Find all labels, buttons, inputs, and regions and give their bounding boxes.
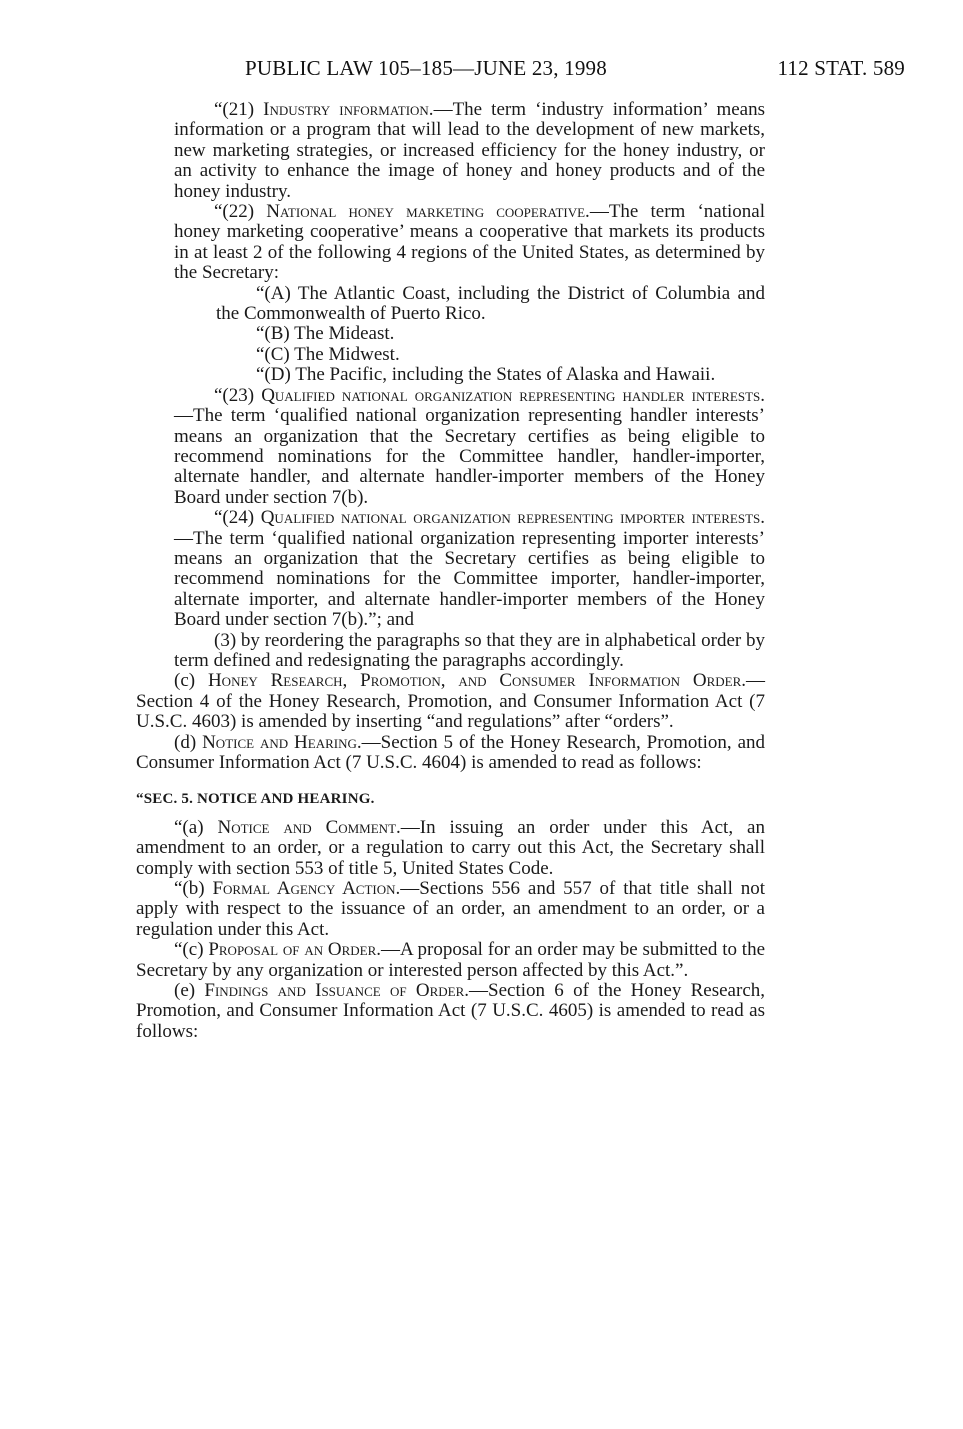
- subsection-d: (d) Notice and Hearing.—Section 5 of the Honey Research, Promotion, and Consumer Information Act (7 U.S.C. 4604) is amended to read as follows:: [136, 731, 766, 773]
- definition-21: “(21) Industry information.—The term ‘industry information’ means information or a program that will lead to the development of new markets, new marketing strategies, or increased efficiency for the honey industry, or an activity to enhance the image of honey and honey products and of the honey industry.: [174, 99, 765, 202]
- region-d: “(D) The Pacific, including the States of Alaska and Hawaii.: [256, 364, 716, 386]
- page-number: 112 STAT. 589: [777, 56, 905, 80]
- definition-22: “(22) National honey marketing cooperative.—The term ‘national honey marketing cooperative’ means a cooperative that markets its products in at least 2 of the following 4 regions of the United States, as determined by the Secretary:: [174, 201, 765, 284]
- region-a: “(A) The Atlantic Coast, including the District of Columbia and the Commonwealth of Puerto Rico.: [216, 282, 765, 325]
- section-5-a: “(a) Notice and Comment.—In issuing an order under this Act, an amendment to an order, or a regulation to carry out this Act, the Secretary shall comply with section 553 of title 5, United States Code.: [136, 816, 765, 879]
- section-5-c: “(c) Proposal of an Order.—A proposal for an order may be submitted to the Secretary by any organization or interested person affected by this Act.”.: [136, 939, 765, 981]
- definition-24: “(24) Qualified national organization representing importer interests.—The term ‘qualified national organization representing importer interests’ means an organization that the Secretary certifies as being eligible to recommend nominations for the Committee importer, handler-importer, alternate importer, and alternate handler-importer members of the Honey Board under section 7(b).”; and: [174, 507, 765, 631]
- subsection-e: (e) Findings and Issuance of Order.—Section 6 of the Honey Research, Promotion, and Consumer Information Act (7 U.S.C. 4605) is amended to read as follows:: [136, 980, 765, 1042]
- section-5-b: “(b) Formal Agency Action.—Sections 556 and 557 of that title shall not apply with respect to the issuance of an order, an amendment to an order, or a regulation under this Act.: [136, 878, 765, 940]
- definition-23: “(23) Qualified national organization representing handler interests.—The term ‘qualified national organization representing handler interests’ means an organization that the Secretary certifies as being eligible to recommend nominations for the Committee handler, handler-importer, alternate handler, and alternate handler-importer members of the Honey Board under section 7(b).: [174, 384, 765, 508]
- region-b: “(B) The Mideast.: [256, 323, 395, 345]
- subsection-c: (c) Honey Research, Promotion, and Consumer Information Order.—Section 4 of the Honey Research, Promotion, and Consumer Information Act (7 U.S.C. 4603) is amended by inserting “and regulations” after “orders”.: [136, 670, 766, 733]
- section-heading: “SEC. 5. NOTICE AND HEARING.: [136, 791, 375, 808]
- running-header-title: PUBLIC LAW 105–185—JUNE 23, 1998: [245, 56, 607, 80]
- amendment-clause-3: (3) by reordering the paragraphs so that they are in alphabetical order by term defined and redesignating the paragraphs accordingly.: [174, 629, 765, 671]
- region-c: “(C) The Midwest.: [256, 343, 400, 365]
- document-body: [136, 100, 765, 1042]
